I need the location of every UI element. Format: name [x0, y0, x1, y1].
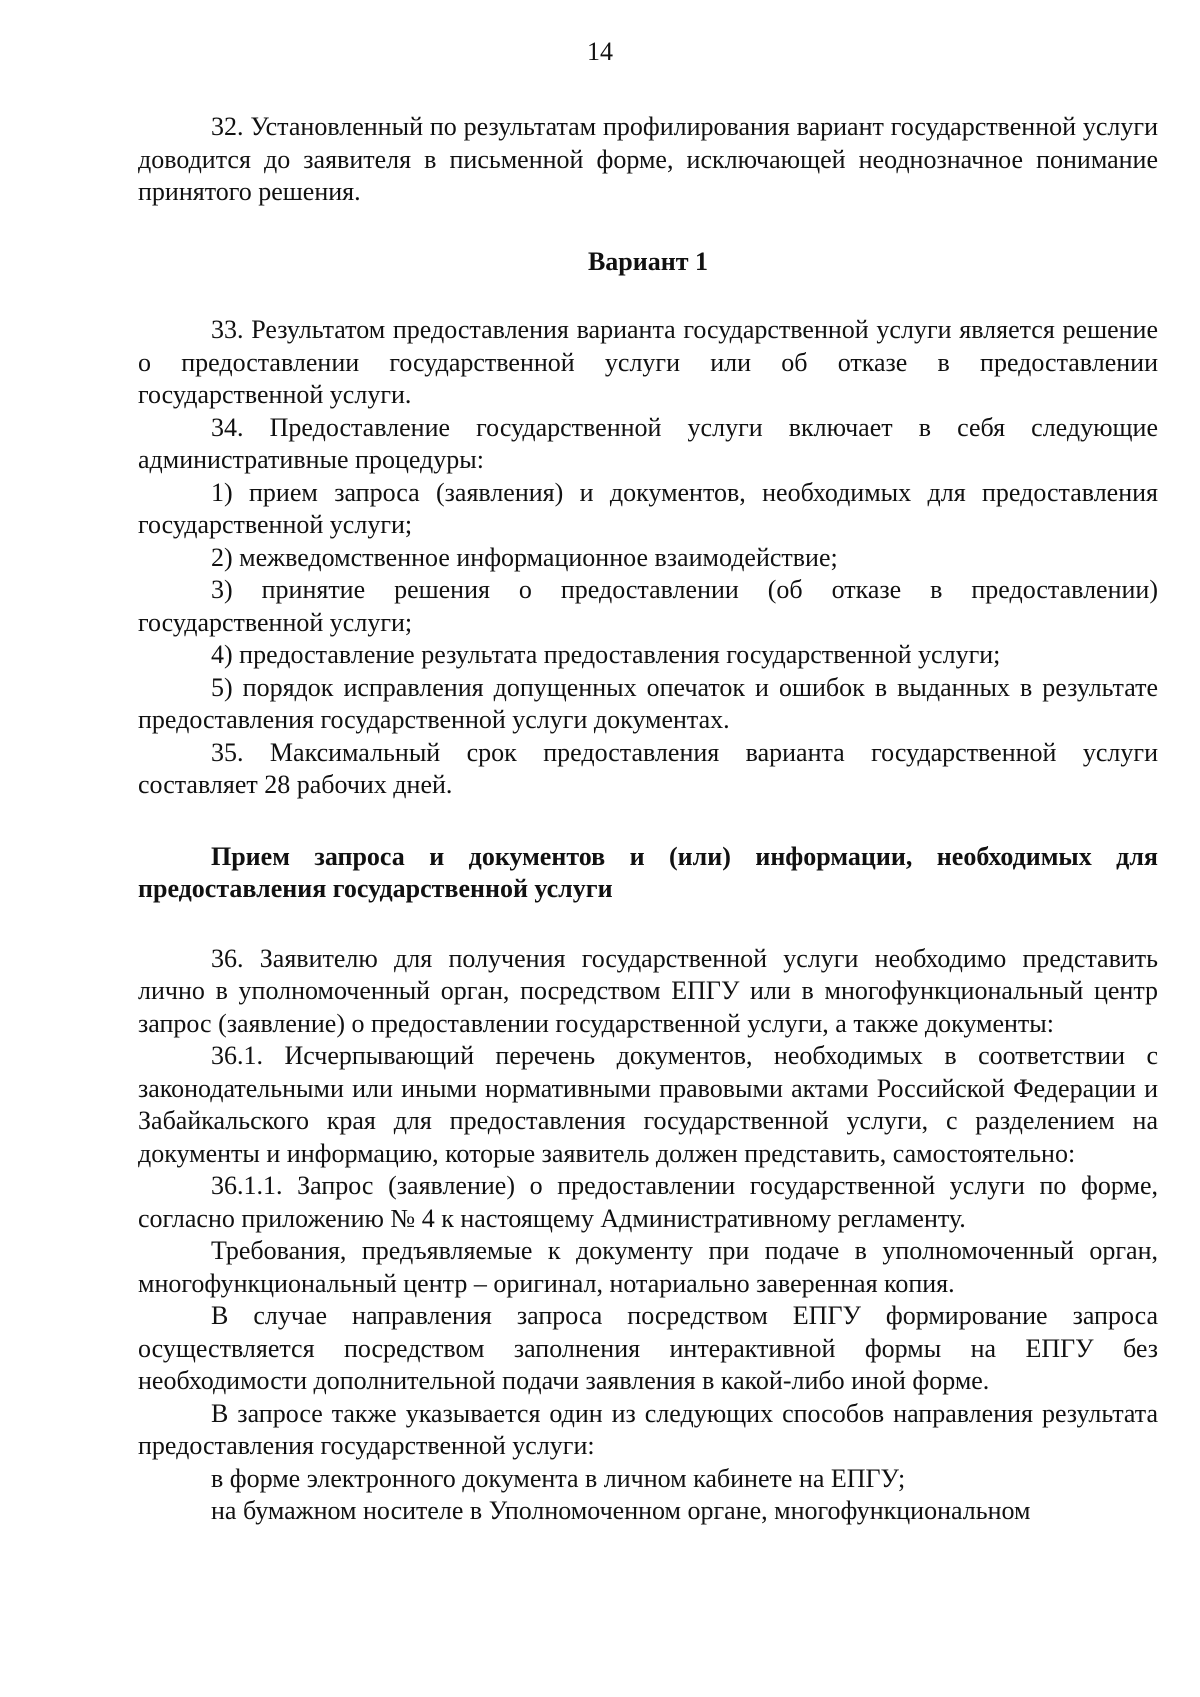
- list-item-34-2: 2) межведомственное информационное взаимодействие;: [211, 542, 838, 572]
- heading-variant-1: Вариант 1: [587, 246, 709, 276]
- paragraph-32: 32. Установленный по результатам профилирования вариант государственной услуги доводится до заявителя в письменной форме, исключающей неоднозначное понимание принятого решения.: [138, 112, 1158, 206]
- paragraph-36-1: 36.1. Исчерпывающий перечень документов, необходимых в соответствии с законодательными или иными нормативными правовыми актами Российской Федерации и Забайкальского края для предоставления государственной услуги, с разделением на документы и информацию, которые заявитель должен представить, самостоятельно:: [138, 1041, 1158, 1168]
- paragraph-33: 33. Результатом предоставления варианта государственной услуги является решение о предоставлении государственной услуги или об отказе в предоставлении государственной услуги.: [138, 315, 1158, 409]
- list-item-34-4: 4) предоставление результата предоставления государственной услуги;: [211, 640, 1001, 669]
- paragraph-epgu: В случае направления запроса посредством ЕПГУ формирование запроса осуществляется посредством заполнения интерактивной формы на ЕПГУ без необходимости дополнительной подачи заявления в какой-либо иной форме.: [138, 1301, 1158, 1395]
- paragraph-34: 34. Предоставление государственной услуги включает в себя следующие административные процедуры:: [138, 412, 1158, 474]
- document-body: [138, 111, 1158, 1528]
- heading-priem-zaprosa: Прием запроса и документов и (или) информации, необходимых для предоставления государственной услуги: [138, 841, 1158, 903]
- list-item-delivery-1: в форме электронного документа в личном кабинете на ЕПГУ;: [211, 1463, 906, 1493]
- list-item-34-5: 5) порядок исправления допущенных опечаток и ошибок в выданных в результате предоставления государственной услуги документах.: [138, 672, 1158, 734]
- paragraph-delivery-methods: В запросе также указывается один из следующих способов направления результата предоставления государственной услуги:: [138, 1398, 1158, 1460]
- page-number: 14: [587, 37, 613, 66]
- list-item-delivery-2: на бумажном носителе в Уполномоченном органе, многофункциональном: [211, 1496, 1031, 1525]
- paragraph-35: 35. Максимальный срок предоставления варианта государственной услуги составляет 28 рабочих дней.: [138, 737, 1158, 799]
- paragraph-36-1-1: 36.1.1. Запрос (заявление) о предоставлении государственной услуги по форме, согласно приложению № 4 к настоящему Административному регламенту.: [138, 1171, 1158, 1233]
- list-item-34-1: 1) прием запроса (заявления) и документов, необходимых для предоставления государственной услуги;: [138, 477, 1158, 539]
- list-item-34-3: 3) принятие решения о предоставлении (об отказе в предоставлении) государственной услуги;: [138, 575, 1158, 637]
- paragraph-requirements: Требования, предъявляемые к документу при подаче в уполномоченный орган, многофункциональный центр – оригинал, нотариально заверенная копия.: [138, 1236, 1158, 1298]
- paragraph-36: 36. Заявителю для получения государственной услуги необходимо представить лично в уполномоченный орган, посредством ЕПГУ или в многофункциональный центр запрос (заявление) о предоставлении государственной услуги, а также документы:: [138, 943, 1158, 1038]
